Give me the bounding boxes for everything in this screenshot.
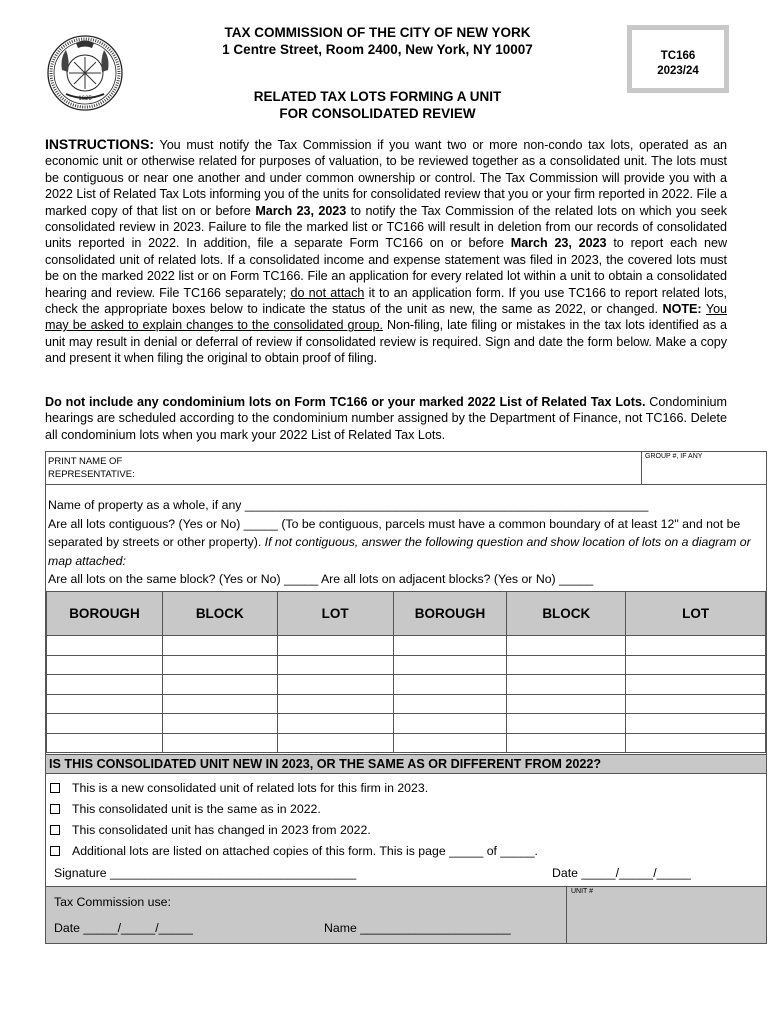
instructions-text: to report each new consolidated unit of related lots. If a consolidated income and expense statement was filed in 2023, the covered lots must be on the marked 2022 list or on Form TC166. File an application for every related lot within a unit to obtain a consolidated hearing and review. File TC166 separately; — [45, 236, 727, 300]
table-row — [47, 733, 766, 753]
checkbox-label: This consolidated unit is the same as in 2022. — [72, 801, 321, 816]
instructions-paragraph — [45, 136, 727, 367]
table-cell[interactable] — [507, 636, 626, 656]
table-cell[interactable] — [507, 733, 626, 753]
checkbox-additional-lots[interactable] — [50, 840, 750, 861]
checkbox-icon[interactable] — [50, 846, 60, 856]
table-row — [47, 694, 766, 714]
table-cell[interactable] — [47, 733, 163, 753]
table-cell[interactable] — [626, 733, 766, 753]
property-questions — [48, 496, 764, 589]
instructions-text: it to an application form. If you use TC166 to report related lots, check the appropriate boxes below to indicate the status of the unit as new, the same as 2022, or changed. — [45, 285, 728, 317]
agency-address: 1 Centre Street, Room 2400, New York, NY 10007 — [222, 42, 533, 57]
table-cell[interactable] — [626, 636, 766, 656]
rep-label-line1: PRINT NAME OF — [48, 456, 123, 467]
form-year: 2023/24 — [657, 65, 699, 77]
table-cell[interactable] — [162, 694, 277, 714]
lots-table — [46, 591, 766, 753]
table-cell[interactable] — [162, 675, 277, 695]
tc-use-label: Tax Commission use: — [54, 895, 171, 909]
table-cell[interactable] — [393, 675, 507, 695]
do-not-attach-text: do not attach — [290, 285, 365, 300]
representative-name-field[interactable] — [46, 452, 642, 485]
table-cell[interactable] — [626, 714, 766, 734]
table-cell[interactable] — [507, 694, 626, 714]
table-cell[interactable] — [277, 694, 393, 714]
tc-date-line[interactable]: Date _____/_____/_____ — [54, 921, 193, 935]
condo-warning: Do not include any condominium lots on Form TC166 or your marked 2022 List of Related Tax Lots. — [45, 395, 646, 409]
table-row — [47, 675, 766, 695]
contiguous-italic-text: If not contiguous, answer the following question and show location of lots on a diagram or map attached: — [48, 535, 751, 568]
table-row — [47, 714, 766, 734]
table-cell[interactable] — [507, 675, 626, 695]
seal-year-text: 1625 — [78, 96, 92, 102]
deadline-date: March 23, 2023 — [510, 236, 607, 251]
unit-status-checkboxes — [50, 777, 750, 861]
table-cell[interactable] — [626, 655, 766, 675]
tc-name-line[interactable]: Name ______________________ — [324, 921, 511, 935]
table-cell[interactable] — [277, 714, 393, 734]
deadline-date: March 23, 2023 — [255, 203, 347, 218]
form-title-line1: RELATED TAX LOTS FORMING A UNIT — [253, 89, 502, 104]
checkbox-label: This consolidated unit has changed in 2023 from 2022. — [72, 822, 371, 837]
table-cell[interactable] — [277, 675, 393, 695]
unit-status-section-title: IS THIS CONSOLIDATED UNIT NEW IN 2023, OR THE SAME AS OR DIFFERENT FROM 2022? — [46, 754, 766, 774]
table-cell[interactable] — [162, 733, 277, 753]
contiguous-question[interactable] — [48, 515, 764, 571]
lots-table-header — [47, 592, 766, 636]
checkbox-new-unit[interactable] — [50, 777, 750, 798]
table-cell[interactable] — [277, 733, 393, 753]
table-cell[interactable] — [393, 733, 507, 753]
signature-date-line[interactable]: Date _____/_____/_____ — [552, 866, 691, 880]
table-cell[interactable] — [162, 655, 277, 675]
checkbox-icon[interactable] — [50, 825, 60, 835]
checkbox-icon[interactable] — [50, 804, 60, 814]
table-cell[interactable] — [393, 636, 507, 656]
instructions-text: Non-filing, late filing or mistakes in the tax lots identified as a unit may result in denial or deferral of review if consolidated review is required. Sign and date the form below. Make a copy and present it when filing the original to obtain proof of filing. — [45, 318, 727, 366]
checkbox-icon[interactable] — [50, 783, 60, 793]
instructions-text: to notify the Tax Commission of the related lots on which you seek consolidated review in 2023. Failure to file the marked list or TC166 will result in deletion from our records of consolidated units reported in 2022. In addition, file a separate Form TC166 on or before — [45, 203, 727, 251]
instructions-lead: INSTRUCTIONS: — [45, 136, 155, 152]
group-number-field[interactable] — [642, 452, 766, 485]
table-row — [47, 636, 766, 656]
instructions-text: You must notify the Tax Commission if you want two or more non-condo tax lots, operated as an economic unit or otherwise related for purposes of valuation, to be reviewed together as a consolidated unit. The lots must be contiguous or near one another and under common ownership or control. The Tax Commission will provide you with a 2022 List of Related Tax Lots informing you of the units for consolidated review that you or your firm reported in 2022. File a marked copy of that list on or before — [45, 138, 727, 218]
table-cell[interactable] — [626, 694, 766, 714]
col-block: BLOCK — [507, 592, 626, 636]
table-cell[interactable] — [47, 694, 163, 714]
checkbox-label: Additional lots are listed on attached copies of this form. This is page _____ of _____. — [72, 843, 538, 858]
tax-commission-use-area — [46, 886, 566, 943]
table-cell[interactable] — [507, 714, 626, 734]
note-underlined-text: You may be asked to explain changes to the consolidated group. — [45, 302, 727, 333]
form-number: TC166 — [660, 50, 696, 62]
col-borough: BOROUGH — [393, 592, 507, 636]
table-cell[interactable] — [507, 655, 626, 675]
agency-header — [150, 24, 605, 58]
checkbox-label: This is a new consolidated unit of related lots for this firm in 2023. — [72, 780, 429, 795]
col-lot: LOT — [277, 592, 393, 636]
table-row — [47, 655, 766, 675]
table-cell[interactable] — [47, 675, 163, 695]
checkbox-same-unit[interactable] — [50, 798, 750, 819]
table-cell[interactable] — [47, 636, 163, 656]
note-label: NOTE: — [662, 302, 702, 317]
group-label: GROUP #, IF ANY — [645, 453, 703, 460]
checkbox-changed-unit[interactable] — [50, 819, 750, 840]
rep-label-line2: REPRESENTATIVE: — [48, 469, 135, 480]
condo-paragraph — [45, 394, 727, 443]
unit-label: UNIT # — [571, 888, 594, 895]
table-cell[interactable] — [47, 714, 163, 734]
table-cell[interactable] — [277, 636, 393, 656]
form-title-line2: FOR CONSOLIDATED REVIEW — [279, 106, 476, 121]
col-lot: LOT — [626, 592, 766, 636]
table-cell[interactable] — [162, 714, 277, 734]
form-number-box — [627, 25, 729, 93]
contiguous-text: Are all lots contiguous? (Yes or No) _____ (To be contiguous, parcels must have a common boundary of at least 12" and not be separated by streets or other property). — [48, 516, 741, 549]
table-cell[interactable] — [393, 655, 507, 675]
table-cell[interactable] — [277, 655, 393, 675]
nyc-seal-emblem — [46, 30, 124, 116]
form-box — [45, 451, 767, 944]
table-cell[interactable] — [47, 655, 163, 675]
col-borough: BOROUGH — [47, 592, 163, 636]
condo-text: Condominium hearings are scheduled according to the condominium number assigned by the Department of Finance, not TC166. Delete all condominium lots when you mark your 2022 List of Related Tax Lots. — [45, 395, 727, 442]
property-name-line[interactable]: Name of property as a whole, if any ___________________________________________________________ — [48, 498, 649, 512]
table-cell[interactable] — [626, 675, 766, 695]
form-title — [150, 88, 605, 122]
table-cell[interactable] — [162, 636, 277, 656]
table-cell[interactable] — [393, 694, 507, 714]
agency-name: TAX COMMISSION OF THE CITY OF NEW YORK — [224, 25, 531, 40]
unit-number-field[interactable] — [566, 886, 766, 943]
col-block: BLOCK — [162, 592, 277, 636]
same-block-question[interactable]: Are all lots on the same block? (Yes or No) _____ Are all lots on adjacent blocks? (Yes or No) _____ — [48, 572, 594, 586]
table-cell[interactable] — [393, 714, 507, 734]
signature-line[interactable]: Signature ____________________________________ — [54, 866, 357, 880]
